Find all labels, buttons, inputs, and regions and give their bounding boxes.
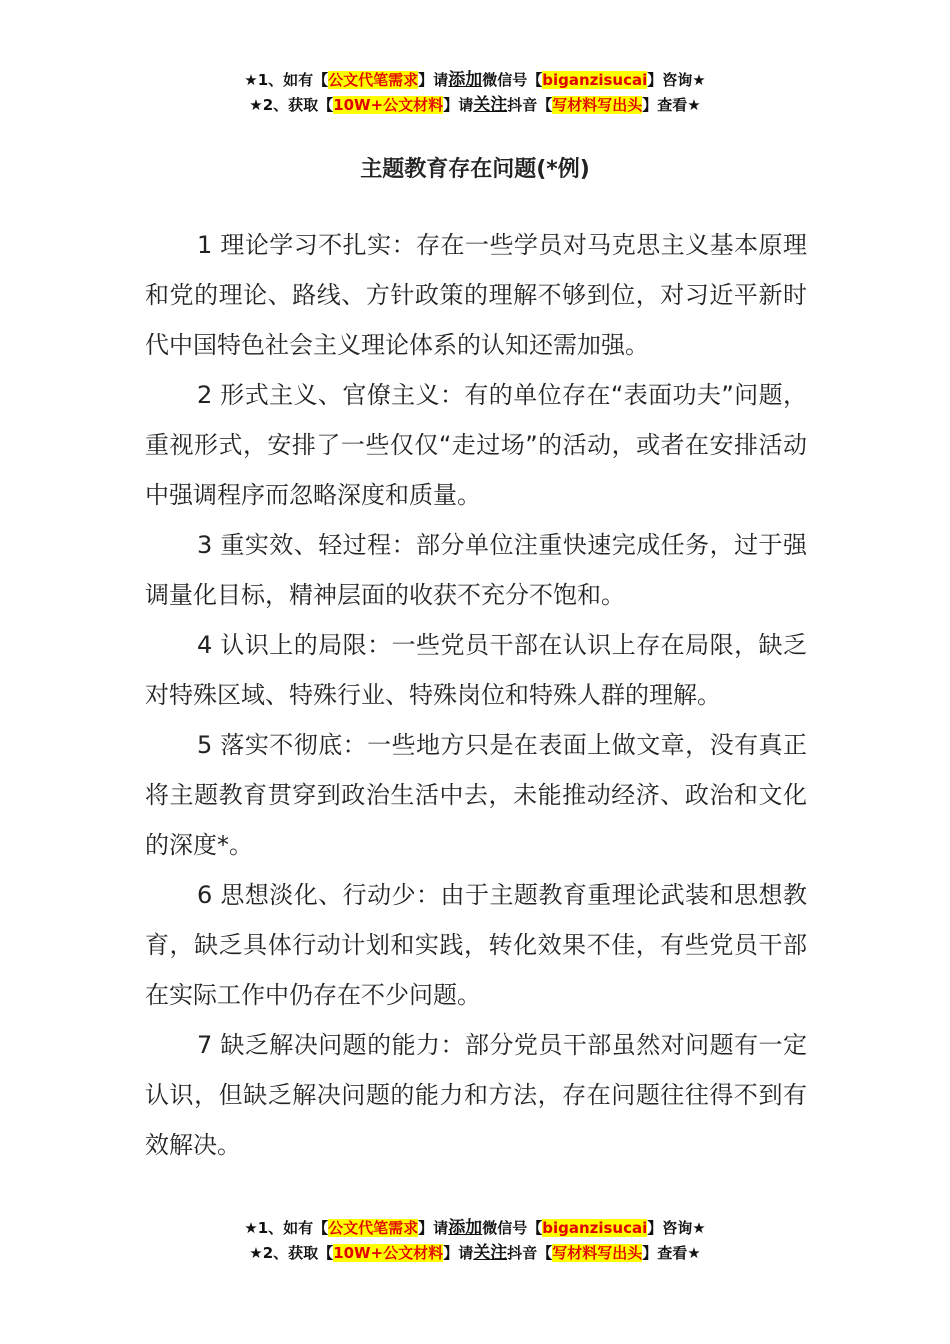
- paragraph-6: 6 思想淡化、行动少：由于主题教育重理论武装和思想教育，缺乏具体行动计划和实践，转化效果不佳，有些党员干部在实际工作中仍存在不少问题。: [145, 881, 807, 1009]
- banner-line-2: [0, 93, 950, 118]
- underlined-text: 添加: [448, 1218, 483, 1238]
- highlight-text: 公文代笔需求: [328, 71, 419, 89]
- underlined-text: 添加: [448, 70, 483, 90]
- header-banner: [0, 68, 950, 118]
- paragraph-3: 3 重实效、轻过程：部分单位注重快速完成任务，过于强调量化目标，精神层面的收获不充分不饱和。: [145, 531, 807, 609]
- banner-text: ★2、获取【: [249, 1244, 334, 1262]
- highlight-text: 写材料写出头: [552, 96, 643, 114]
- banner-text: 】咨询★: [647, 71, 706, 89]
- banner-text: ★2、获取【: [249, 96, 334, 114]
- banner-text: ★1、如有【: [244, 71, 329, 89]
- banner-text: ★1、如有【: [244, 1219, 329, 1237]
- highlight-text: biganzisucai: [542, 1219, 648, 1237]
- banner-line-2: [0, 1241, 950, 1266]
- banner-text: 】咨询★: [647, 1219, 706, 1237]
- highlight-text: 公文代笔需求: [328, 1219, 419, 1237]
- paragraph-7: 7 缺乏解决问题的能力：部分党员干部虽然对问题有一定认识，但缺乏解决问题的能力和方法，存在问题往往得不到有效解决。: [145, 1031, 807, 1159]
- footer-banner: [0, 1216, 950, 1266]
- banner-line-1: [0, 68, 950, 93]
- underlined-text: 关注: [473, 95, 508, 115]
- highlight-text: 写材料写出头: [552, 1244, 643, 1262]
- underlined-text: 关注: [473, 1243, 508, 1263]
- document-body: [145, 220, 807, 1170]
- banner-text: 】请: [418, 1219, 449, 1237]
- banner-text: 微信号【: [482, 1219, 543, 1237]
- document-title: 主题教育存在问题(*例): [360, 157, 590, 182]
- banner-text: 】请: [443, 1244, 474, 1262]
- paragraph-2: 2 形式主义、官僚主义：有的单位存在“表面功夫”问题，重视形式，安排了一些仅仅“走过场”的活动，或者在安排活动中强调程序而忽略深度和质量。: [145, 381, 807, 509]
- paragraph-1: 1 理论学习不扎实：存在一些学员对马克思主义基本原理和党的理论、路线、方针政策的理解不够到位，对习近平新时代中国特色社会主义理论体系的认知还需加强。: [145, 231, 807, 359]
- paragraph-4: 4 认识上的局限：一些党员干部在认识上存在局限，缺乏对特殊区域、特殊行业、特殊岗位和特殊人群的理解。: [145, 631, 807, 709]
- highlight-text: 10W+公文材料: [333, 1244, 444, 1262]
- banner-text: 微信号【: [482, 71, 543, 89]
- highlight-text: biganzisucai: [542, 71, 648, 89]
- highlight-text: 10W+公文材料: [333, 96, 444, 114]
- banner-text: 】查看★: [642, 1244, 701, 1262]
- paragraph-5: 5 落实不彻底：一些地方只是在表面上做文章，没有真正将主题教育贯穿到政治生活中去，未能推动经济、政治和文化的深度*。: [145, 731, 807, 859]
- banner-text: 】请: [418, 71, 449, 89]
- banner-text: 抖音【: [507, 96, 553, 114]
- banner-line-1: [0, 1216, 950, 1241]
- banner-text: 抖音【: [507, 1244, 553, 1262]
- banner-text: 】请: [443, 96, 474, 114]
- banner-text: 】查看★: [642, 96, 701, 114]
